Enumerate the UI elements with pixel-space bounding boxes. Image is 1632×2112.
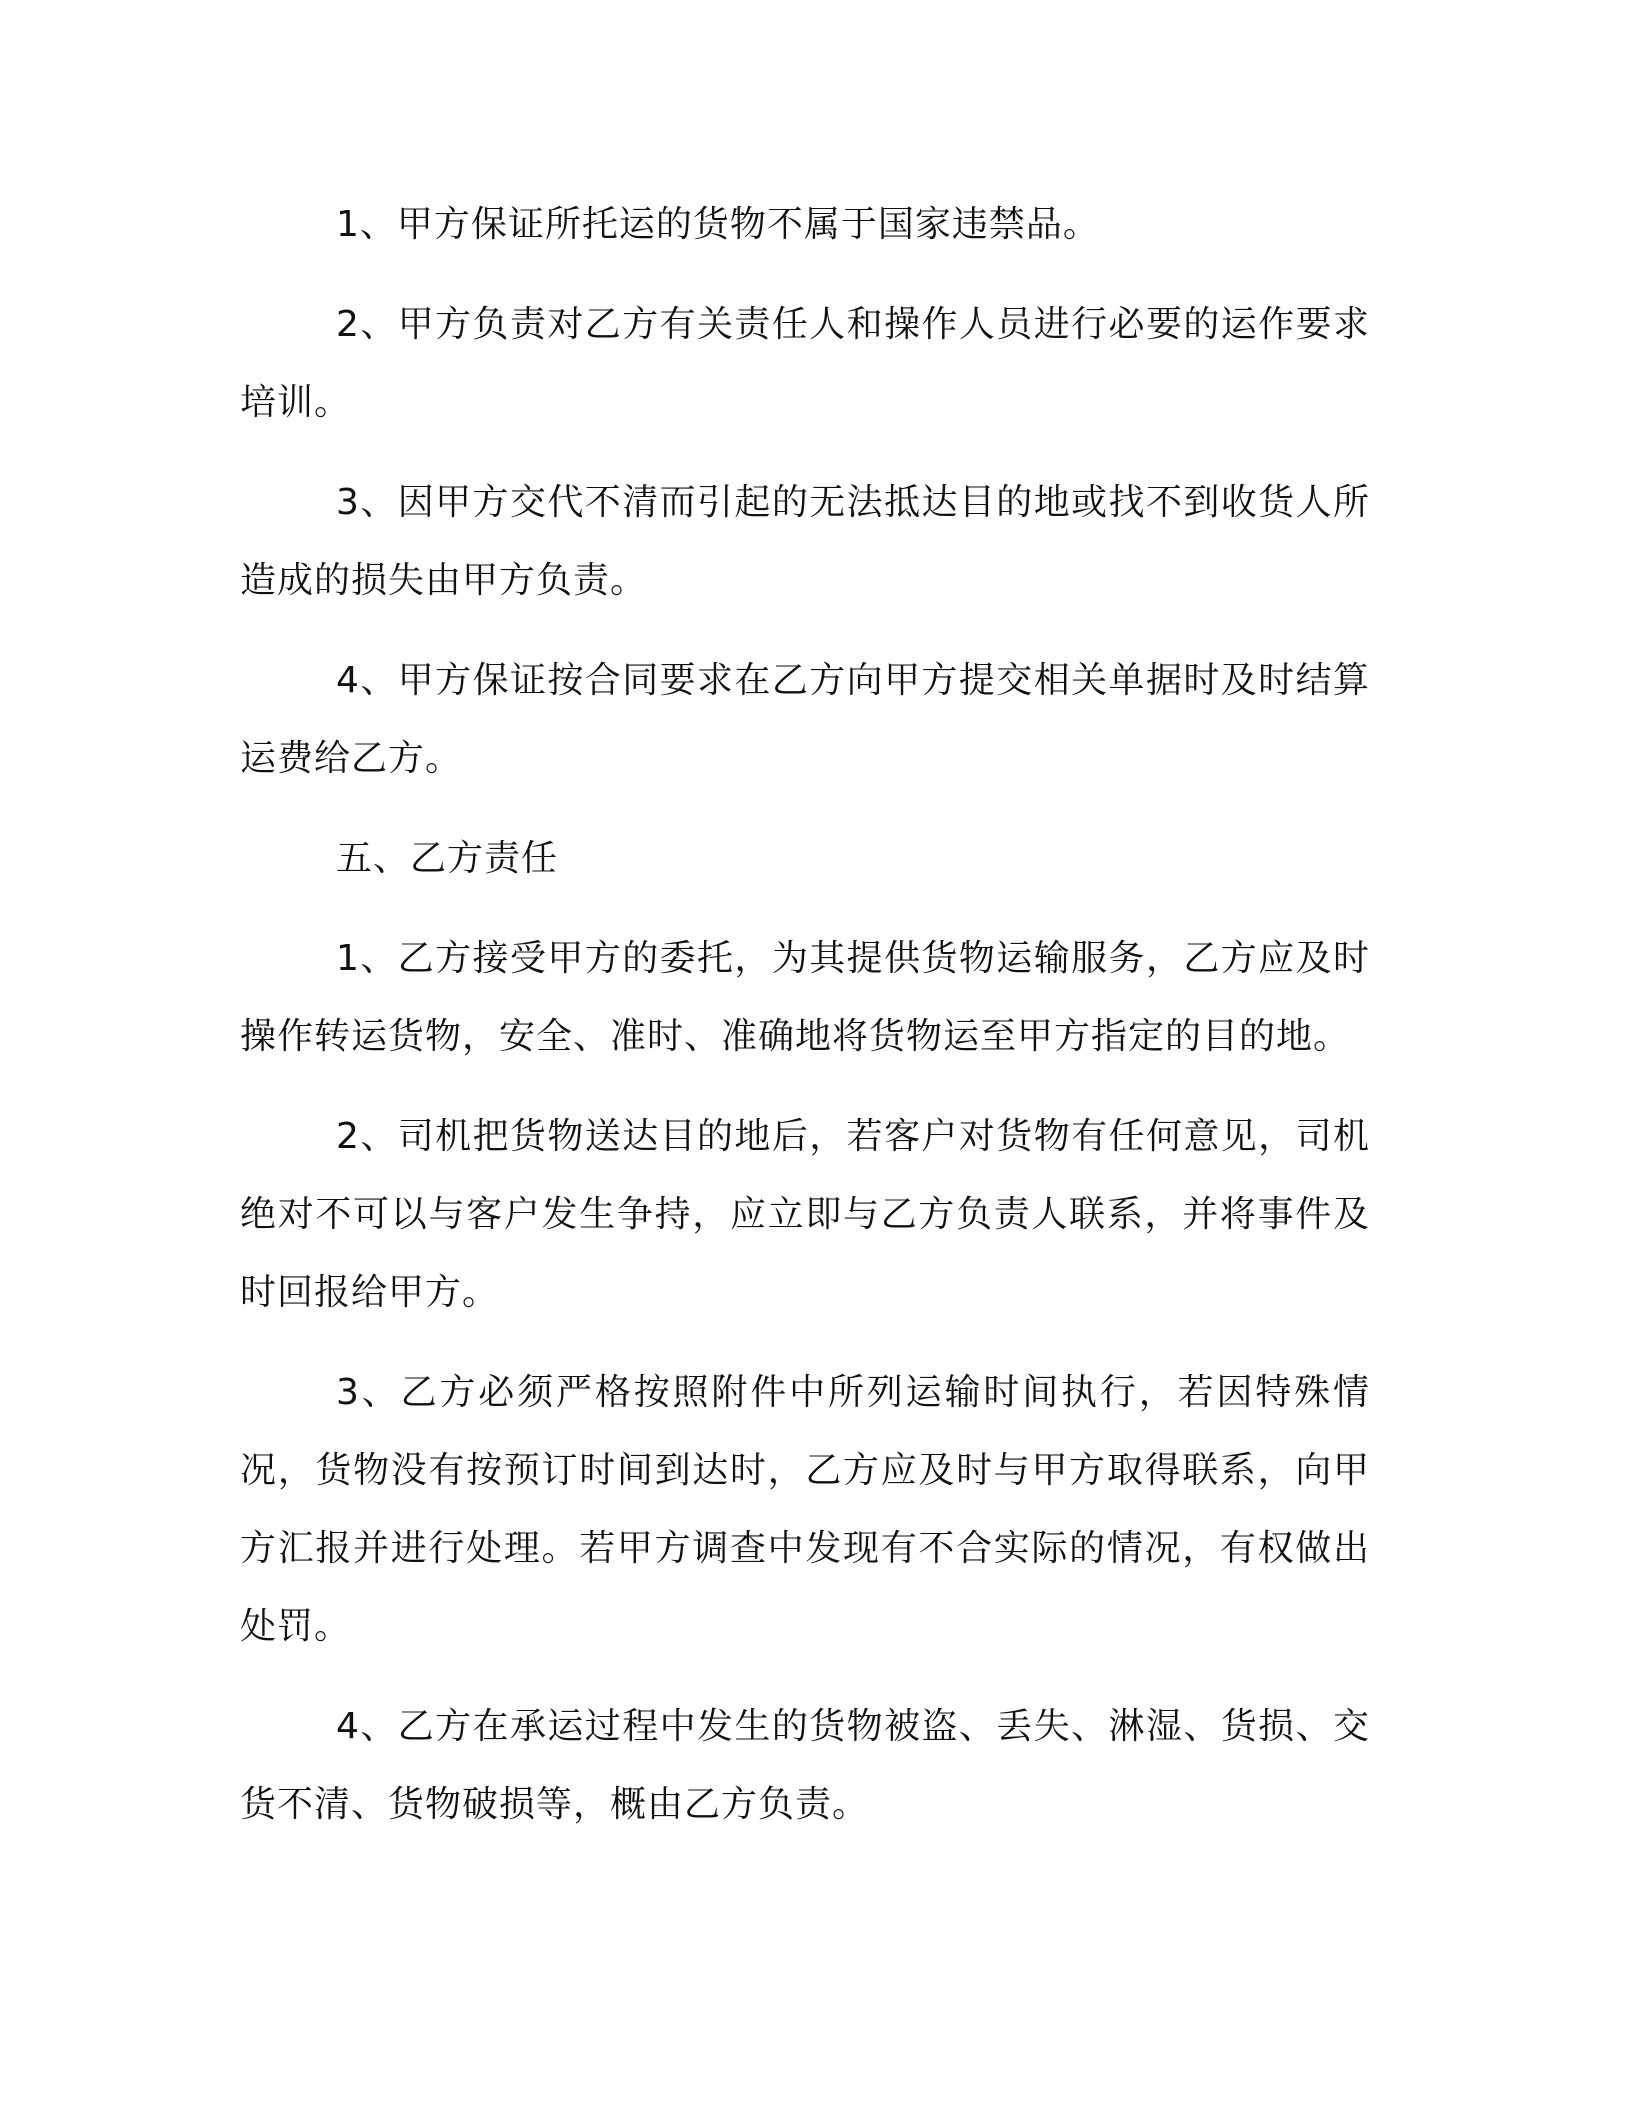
document-body [240,186,1370,1866]
clause-jia-3: 3、因甲方交代不清而引起的无法抵达目的地或找不到收货人所造成的损失由甲方负责。 [240,482,1370,601]
section-heading-yi-responsibility: 五、乙方责任 [336,838,559,879]
clause-yi-4: 4、乙方在承运过程中发生的货物被盗、丢失、淋湿、货损、交货不清、货物破损等，概由乙方负责。 [240,1706,1370,1825]
clause-jia-4: 4、甲方保证按合同要求在乙方向甲方提交相关单据时及时结算运费给乙方。 [240,660,1370,779]
clause-jia-1: 1、甲方保证所托运的货物不属于国家违禁品。 [336,204,1100,245]
clause-yi-1: 1、乙方接受甲方的委托，为其提供货物运输服务，乙方应及时操作转运货物，安全、准时、准确地将货物运至甲方指定的目的地。 [240,938,1370,1057]
clause-yi-2: 2、司机把货物送达目的地后，若客户对货物有任何意见，司机绝对不可以与客户发生争持，应立即与乙方负责人联系，并将事件及时回报给甲方。 [240,1116,1370,1313]
clause-yi-3: 3、乙方必须严格按照附件中所列运输时间执行，若因特殊情况，货物没有按预订时间到达时，乙方应及时与甲方取得联系，向甲方汇报并进行处理。若甲方调查中发现有不合实际的情况，有权做出处罚。 [240,1372,1370,1647]
clause-jia-2: 2、甲方负责对乙方有关责任人和操作人员进行必要的运作要求培训。 [240,304,1370,423]
